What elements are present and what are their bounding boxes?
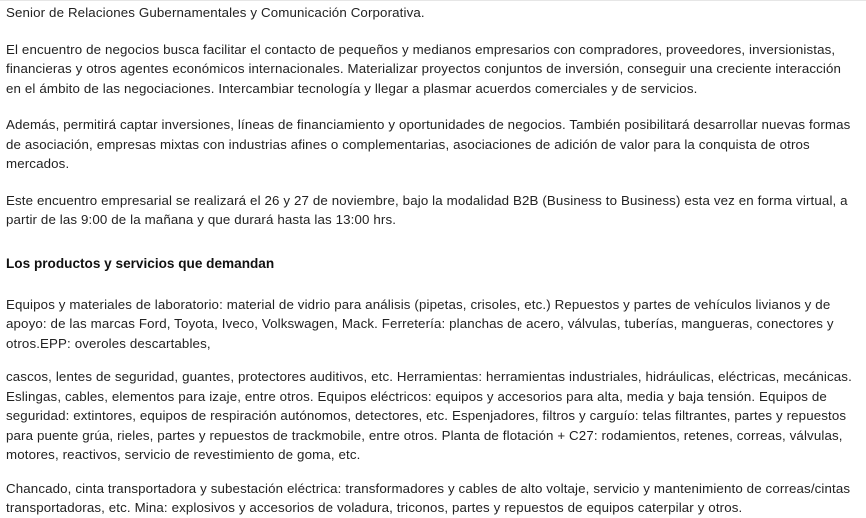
section-heading-products-services: Los productos y servicios que demandan bbox=[6, 255, 275, 271]
paragraph-event-details: Este encuentro empresarial se realizará el 26 y 27 de noviembre, bajo la modalidad B2B (Business to Business) esta vez en forma virtual, a partir de las 9:00 de la mañana y que durará hasta las 13:00 hrs. bbox=[6, 192, 848, 227]
spacer bbox=[6, 98, 858, 115]
spacer bbox=[6, 273, 858, 295]
paragraph-business-meeting: El encuentro de negocios busca facilitar el contacto de pequeños y medianos empresarios con compradores, proveedores, inversionistas, financieras y otros agentes económicos internacionales. Materializar proyectos conjuntos de inversión, conseguir una creciente interacción en el ámbito de las negociaciones. Intercambiar tecnología y llegar a plasmar acuerdos comerciales y de servicios. bbox=[6, 41, 842, 96]
spacer bbox=[6, 23, 858, 40]
paragraph-crushing-mining: Chancado, cinta transportadora y subestación eléctrica: transformadores y cables de alto voltaje, servicio y mantenimiento de correas/cintas transportadoras, etc. Mina: explosivos y accesorios de voladura, triconos, partes y repuestos de equipos caterpilar y otros. bbox=[6, 480, 851, 515]
spacer bbox=[6, 353, 858, 367]
spacer bbox=[6, 465, 858, 479]
paragraph-intro: Senior de Relaciones Gubernamentales y Comunicación Corporativa. bbox=[6, 5, 425, 20]
spacer bbox=[6, 174, 858, 191]
spacer bbox=[6, 230, 858, 254]
top-divider bbox=[0, 0, 866, 1]
paragraph-investments: Además, permitirá captar inversiones, líneas de financiamiento y oportunidades de negocios. También posibilitará desarrollar nuevas formas de asociación, empresas mixtas con industrias afines o complementarias, asociaciones de adición de valor para la conquista de otros mercados. bbox=[6, 117, 851, 171]
paragraph-safety-tools: cascos, lentes de seguridad, guantes, protectores auditivos, etc. Herramientas: herramientas industriales, hidráulicas, eléctricas, mecánicas. Eslingas, cables, elementos para izaje, entre otros. Equipos eléctricos: equipos y accesorios para alta, media y baja tensión. Equipos de seguridad: extintores, equipos de respiración autónomos, detectores, etc. Espenjadores, filtros y carguío: telas filtrantes, partes y repuestos para puente grúa, rieles, partes y repuestos de trackmobile, entre otros. Planta de flotación + C27: rodamientos, retenes, correas, válvulas, motores, reactivos, servicio de revestimiento de goma, etc. bbox=[6, 369, 852, 462]
paragraph-lab-equipment: Equipos y materiales de laboratorio: material de vidrio para análisis (pipetas, crisoles, etc.) Repuestos y partes de vehículos livianos y de apoyo: de las marcas Ford, Toyota, Iveco, Volkswagen, Mack. Ferretería: planchas de acero, válvulas, tuberías, mangueras, conectores y otros.EPP: overoles descartables, bbox=[6, 296, 834, 351]
